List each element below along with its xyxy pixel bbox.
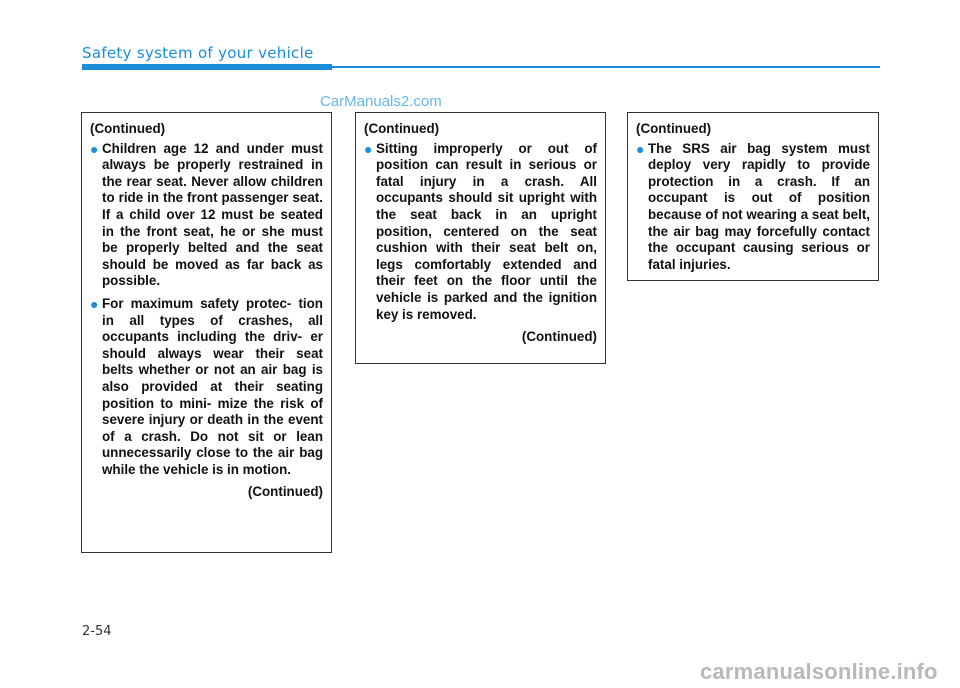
continued-label: (Continued) — [247, 484, 323, 500]
list-item — [364, 141, 597, 324]
bullet-text: The SRS air bag system must deploy very rapidly to provide protection in a crash. If an occupant is out of position because of not wearing a seat belt, the air bag may forcefully contact the occupant causing serious or fatal injuries. — [648, 140, 870, 272]
bullet-list — [364, 141, 597, 324]
bullet-icon: ● — [90, 140, 99, 157]
warning-box-3 — [627, 112, 879, 281]
warning-box-1 — [81, 112, 332, 553]
bullet-text: Children age 12 and under must always be properly restrained in the rear seat. Never allow children to ride in the front passenger seat. If a child over 12 must be seated in the front seat, he or she must be properly belted and the seat should be moved as far back as possible. — [102, 140, 323, 289]
continued-label: (Continued) — [521, 329, 597, 345]
bullet-text: Sitting improperly or out of position can result in serious or fatal injury in a crash. All occupants should sit upright with the seat back in an upright position, centered on the seat cushion with their seat belt on, legs comfortably extended and their feet on the floor until the vehicle is parked and the ignition key is removed. — [376, 140, 597, 322]
watermark-link[interactable]: CarManuals2.com — [320, 93, 442, 110]
bullet-list — [636, 141, 870, 274]
header-rule-thick — [82, 64, 332, 70]
header-rule-thin — [332, 66, 880, 68]
list-item — [636, 141, 870, 274]
continued-label: (Continued) — [636, 121, 712, 136]
bullet-icon: ● — [90, 295, 99, 312]
bullet-icon: ● — [636, 140, 645, 157]
bullet-text: For maximum safety protec- tion in all types of crashes, all occupants including the driv- er should always wear their seat belts whether or not an air bag is also provided at their seating position to mini- mize the risk of severe injury or death in the event of a crash. Do not sit or lean unnecessarily close to the air bag while the vehicle is in motion. — [102, 295, 323, 477]
list-item — [90, 296, 323, 479]
page-number: 2-54 — [82, 624, 112, 639]
section-title: Safety system of your vehicle — [82, 44, 314, 62]
warning-box-2 — [355, 112, 606, 364]
list-item — [90, 141, 323, 290]
continued-label: (Continued) — [364, 121, 440, 136]
bullet-icon: ● — [364, 140, 373, 157]
bullet-list — [90, 141, 323, 479]
footer-watermark[interactable]: carmanualsonline.info — [700, 659, 938, 684]
continued-label: (Continued) — [90, 121, 166, 136]
